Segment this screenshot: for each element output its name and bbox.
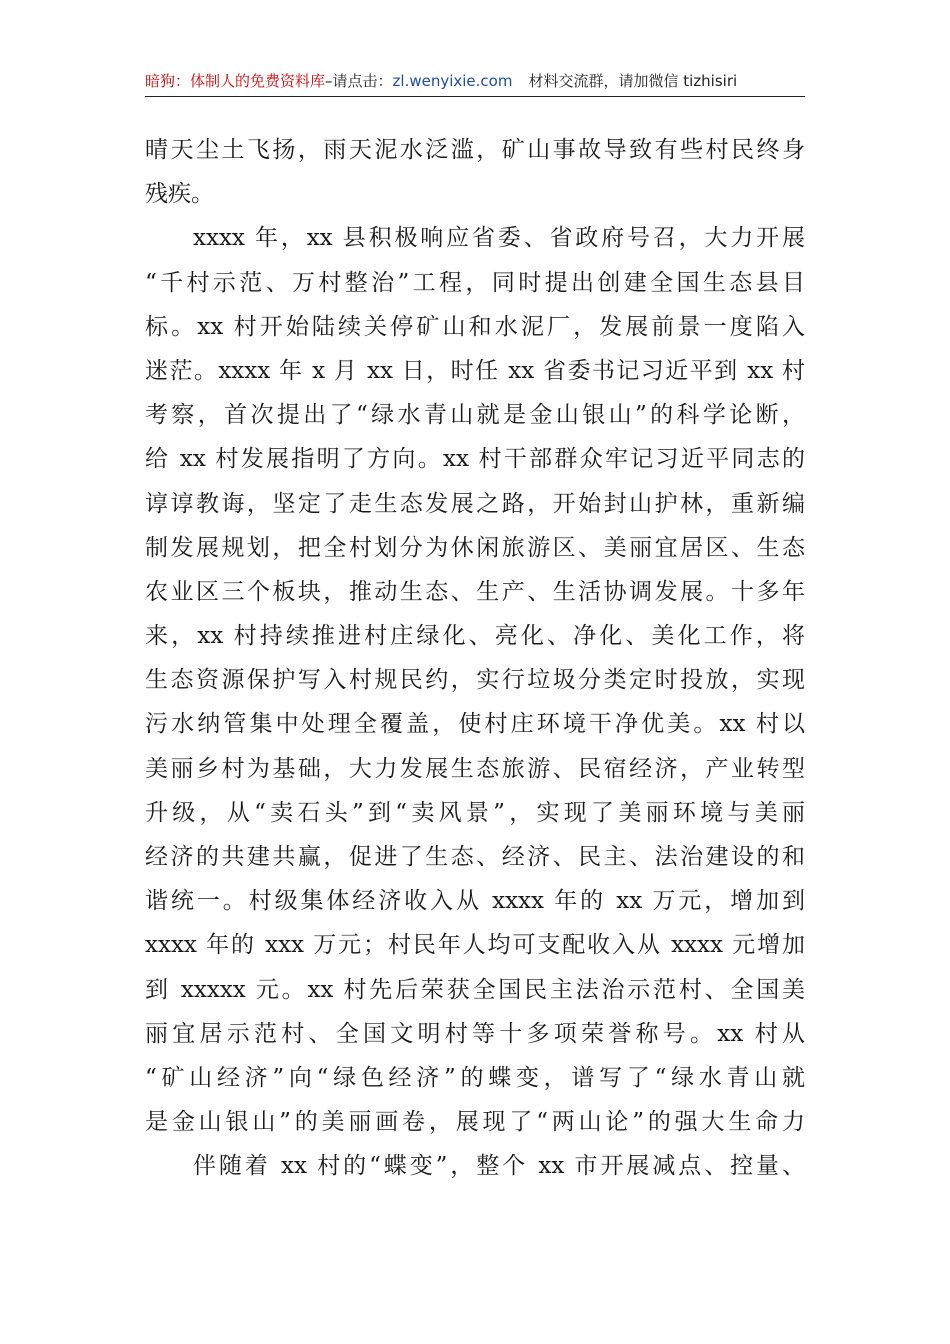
text-line: 污水纳管集中处理全覆盖，使村庄环境干净优美。xx 村以 [145, 711, 805, 738]
text-line: 标。xx 村开始陆续关停矿山和水泥厂，发展前景一度陷入 [145, 313, 805, 340]
text-line: 残疾。 [145, 181, 214, 208]
text-line: 来，xx 村持续推进村庄绿化、亮化、净化、美化工作，将 [145, 623, 805, 650]
page-header [145, 66, 805, 97]
text-line: 升级，从“卖石头”到“卖风景”，实现了美丽环境与美丽 [145, 799, 805, 826]
text-line: 农业区三个板块，推动生态、生产、生活协调发展。十多年 [145, 578, 805, 605]
text-line: 谐统一。村级集体经济收入从 xxxx 年的 xx 万元，增加到 [145, 888, 805, 915]
paragraph-start-line: xxxx 年，xx 县积极响应省委、省政府号召，大力开展 [193, 225, 805, 252]
document-body [145, 128, 805, 1189]
text-line: 制发展规划，把全村划分为休闲旅游区、美丽宜居区、生态 [145, 534, 805, 561]
text-line: 丽宜居示范村、全国文明村等十多项荣誉称号。xx 村从 [145, 1020, 805, 1047]
paragraph-start-line: 伴随着 xx 村的“蝶变”，整个 xx 市开展减点、控量、 [193, 1153, 805, 1180]
header-contact: 材料交流群，请加微信 tizhisiri [528, 72, 738, 90]
text-line: 考察，首次提出了“绿水青山就是金山银山”的科学论断， [145, 402, 805, 429]
text-line: 经济的共建共赢，促进了生态、经济、民主、法治建设的和 [145, 844, 805, 870]
text-line: xxxx 年的 xxx 万元；村民年人均可支配收入从 xxxx 元增加 [145, 932, 805, 959]
header-brand: 暗狗：体制人的免费资料库 [145, 72, 326, 90]
text-line: 美丽乡村为基础，大力发展生态旅游、民宿经济，产业转型 [145, 755, 805, 782]
text-line: 生态资源保护写入村规民约，实行垃圾分类定时投放，实现 [145, 667, 805, 694]
text-line: 给 xx 村发展指明了方向。xx 村干部群众牢记习近平同志的 [145, 446, 805, 473]
text-line: 到 xxxxx 元。xx 村先后荣获全国民主法治示范村、全国美 [145, 976, 805, 1003]
text-line: 是金山银山”的美丽画卷，展现了“两山论”的强大生命力 [145, 1109, 805, 1136]
text-line: 谆谆教诲，坚定了走生态发展之路，开始封山护林，重新编 [145, 490, 805, 517]
text-line: “矿山经济”向“绿色经济”的蝶变，谱写了“绿水青山就 [145, 1064, 805, 1091]
text-line: 晴天尘土飞扬，雨天泥水泛滥，矿山事故导致有些村民终身 [145, 137, 805, 163]
text-line: “千村示范、万村整治”工程，同时提出创建全国生态县目 [145, 269, 805, 296]
text-line: 迷茫。xxxx 年 x 月 xx 日，时任 xx 省委书记习近平到 xx 村 [145, 357, 805, 384]
header-url-link[interactable]: zl.wenyixie.com [392, 72, 513, 90]
header-cta: –请点击： [325, 72, 393, 90]
